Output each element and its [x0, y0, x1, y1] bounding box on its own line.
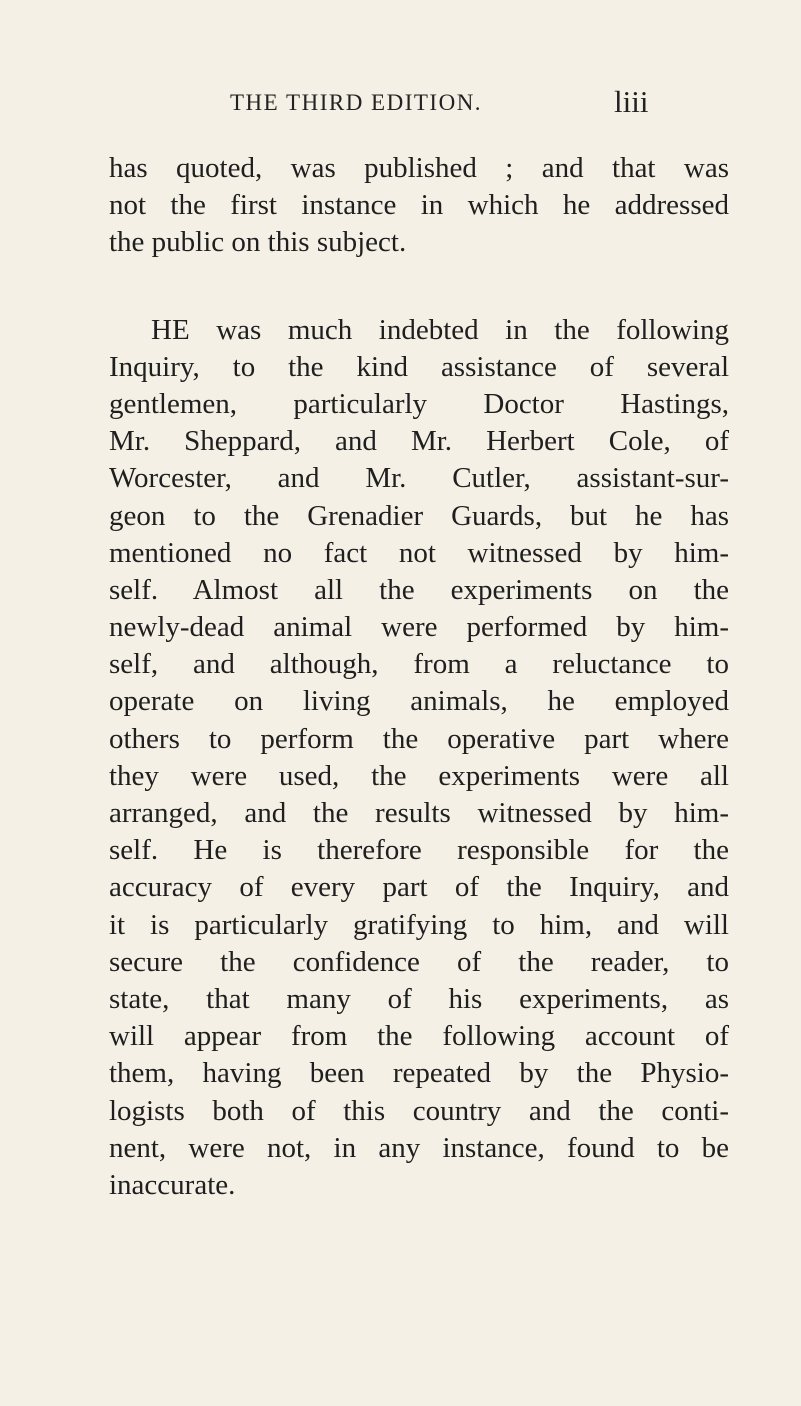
text-line: Worcester, and Mr. Cutler, assistant-sur- [109, 462, 729, 495]
text-line: not the first instance in which he addressed [109, 189, 729, 222]
text-line: self. Almost all the experiments on the [109, 573, 729, 606]
paragraph-gap [109, 262, 729, 312]
text-line: them, having been repeated by the Physio- [109, 1057, 729, 1090]
text-line: geon to the Grenadier Guards, but he has [109, 499, 729, 532]
text-line: arranged, and the results witnessed by him- [109, 797, 729, 829]
text-line: others to perform the operative part where [109, 722, 729, 755]
body-text [109, 150, 729, 1204]
text-line: gentlemen, particularly Doctor Hastings, [109, 387, 729, 420]
text-line: will appear from the following account of [109, 1020, 729, 1053]
running-head: THE THIRD EDITION. [230, 90, 483, 115]
text-line: accuracy of every part of the Inquiry, and [109, 871, 729, 904]
text-line: logists both of this country and the conti- [109, 1094, 729, 1127]
text-line: self, and although, from a reluctance to [109, 648, 729, 681]
paragraph-1 [109, 150, 729, 262]
text-line: newly-dead animal were performed by him- [109, 611, 729, 644]
text-line: inaccurate. [109, 1168, 236, 1201]
text-line: state, that many of his experiments, as [109, 982, 729, 1015]
text-line: self. He is therefore responsible for the [109, 834, 729, 867]
text-line: HE was much indebted in the following [151, 313, 729, 346]
paragraph-2 [109, 312, 729, 1205]
text-line: the public on this subject. [109, 226, 407, 259]
text-line: nent, were not, in any instance, found to be [109, 1131, 729, 1164]
text-line: has quoted, was published ; and that was [109, 152, 729, 184]
page-number: liii [614, 84, 649, 119]
text-line: they were used, the experiments were all [109, 759, 729, 792]
text-line: mentioned no fact not witnessed by him- [109, 536, 729, 569]
text-line: Mr. Sheppard, and Mr. Herbert Cole, of [109, 425, 729, 458]
text-line: secure the confidence of the reader, to [109, 945, 729, 978]
text-line: operate on living animals, he employed [109, 685, 729, 718]
text-line: it is particularly gratifying to him, and will [109, 908, 729, 941]
text-line: Inquiry, to the kind assistance of several [109, 350, 729, 383]
